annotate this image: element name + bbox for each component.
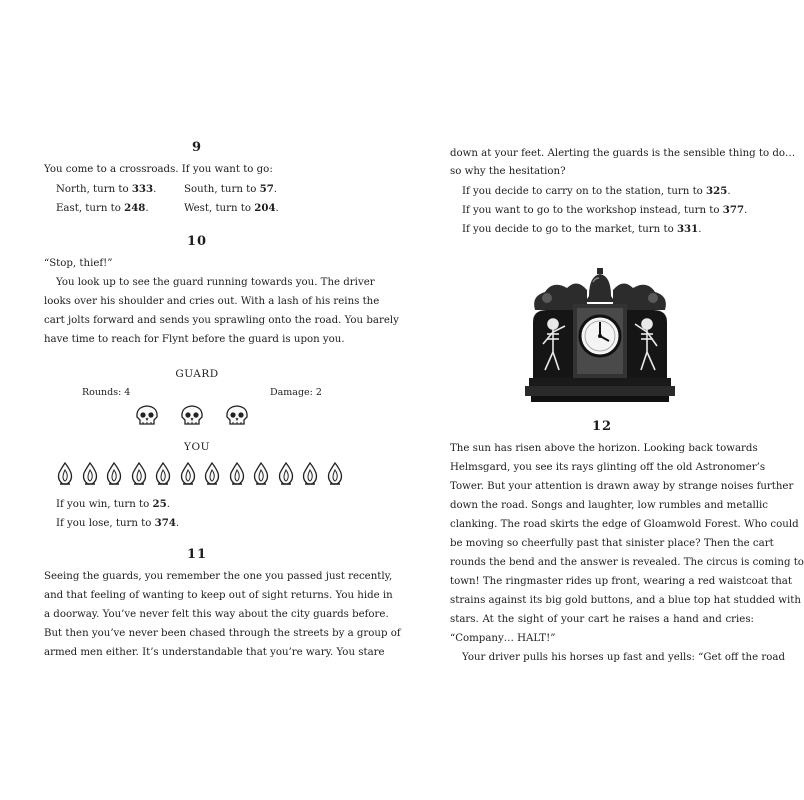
- section-11-line: But then you’ve never been chased through the streets by a group of: [44, 628, 401, 639]
- flame-icon: [154, 462, 172, 486]
- choice-station: If you decide to carry on to the station, turn to 325.: [462, 185, 731, 197]
- section-12-line: The sun has risen above the horizon. Looking back towards: [450, 443, 758, 454]
- choice-workshop: If you want to go to the workshop instead, turn to 377.: [462, 204, 748, 216]
- section-12-line: down the road. Songs and laughter, low rumbles and metallic: [450, 500, 768, 511]
- section-9-intro: You come to a crossroads. If you want to go:: [44, 164, 273, 175]
- section-12-number: 12: [591, 419, 613, 434]
- skull-icon: [134, 404, 160, 426]
- skull-icon: [179, 404, 205, 426]
- enemy-damage: Damage: 2: [270, 387, 322, 398]
- flame-icon: [301, 462, 319, 486]
- flame-icon: [81, 462, 99, 486]
- win-choice: If you win, turn to 25.: [56, 498, 170, 510]
- lose-choice: If you lose, turn to 374.: [56, 517, 180, 529]
- section-12-line: Tower. But your attention is drawn away by strange noises further: [450, 481, 794, 492]
- section-11-line: Seeing the guards, you remember the one you passed just recently,: [44, 571, 393, 582]
- section-11-line: armed men either. It’s understandable that you’re wary. You stare: [44, 647, 385, 658]
- choice-market: If you decide to go to the market, turn to 331.: [462, 223, 702, 235]
- section-11-line: a doorway. You’ve never felt this way about the city guards before.: [44, 609, 389, 620]
- section-12-line: rounds the bend and the answer is revealed. The circus is coming to: [450, 557, 804, 568]
- enemy-rounds: Rounds: 4: [82, 387, 131, 398]
- flame-icon: [277, 462, 295, 486]
- section-10-line: You look up to see the guard running towards you. The driver: [56, 277, 375, 288]
- enemy-name: GUARD: [175, 368, 219, 380]
- direction-row-2: [44, 200, 350, 217]
- section-12-line: town! The ringmaster rides up front, wearing a red waistcoat that: [450, 576, 792, 587]
- direction-east: East, turn to 248.: [56, 202, 149, 214]
- flame-icon: [105, 462, 123, 486]
- section-10-line: looks over his shoulder and cries out. With a lash of his reins the: [44, 296, 380, 307]
- section-10-line: have time to reach for Flynt before the guard is upon you.: [44, 334, 345, 345]
- flame-icon: [252, 462, 270, 486]
- section-11-number: 11: [186, 547, 208, 562]
- section-11-line: and that feeling of wanting to keep out of sight returns. You hide in: [44, 590, 393, 601]
- flame-icon: [326, 462, 344, 486]
- flame-icon: [130, 462, 148, 486]
- clock-with-skeletons-illustration: [525, 266, 675, 404]
- section-12-line: “Company… HALT!”: [450, 633, 556, 644]
- section-12-line: stars. At the sight of your cart he raises a hand and cries:: [450, 614, 754, 625]
- flame-icon: [228, 462, 246, 486]
- section-12-line: Your driver pulls his horses up fast and yells: “Get off the road: [462, 652, 785, 663]
- flame-icon: [203, 462, 221, 486]
- direction-south: South, turn to 57.: [184, 183, 278, 195]
- player-label: YOU: [184, 441, 210, 453]
- flame-icon: [179, 462, 197, 486]
- flame-icon: [56, 462, 74, 486]
- section-12-line: Helmsgard, you see its rays glinting off the old Astronomer’s: [450, 462, 766, 473]
- direction-row-1: [44, 181, 350, 198]
- section-12-line: strains against its big gold buttons, and a blue top hat studded with: [450, 595, 801, 606]
- skull-icon: [224, 404, 250, 426]
- section-10-line: “Stop, thief!”: [44, 258, 113, 269]
- section-10-number: 10: [186, 234, 208, 249]
- section-12-line: clanking. The road skirts the edge of Gloamwold Forest. Who could: [450, 519, 799, 530]
- section-12-line: be moving so cheerfully past that sinister place? Then the cart: [450, 538, 774, 549]
- section-11-line: so why the hesitation?: [450, 166, 566, 177]
- direction-north: North, turn to 333.: [56, 183, 157, 195]
- section-9-number: 9: [191, 140, 203, 155]
- direction-west: West, turn to 204.: [184, 202, 279, 214]
- section-11-line: down at your feet. Alerting the guards is the sensible thing to do…: [450, 148, 796, 159]
- section-10-line: cart jolts forward and sends you sprawling onto the road. You barely: [44, 315, 399, 326]
